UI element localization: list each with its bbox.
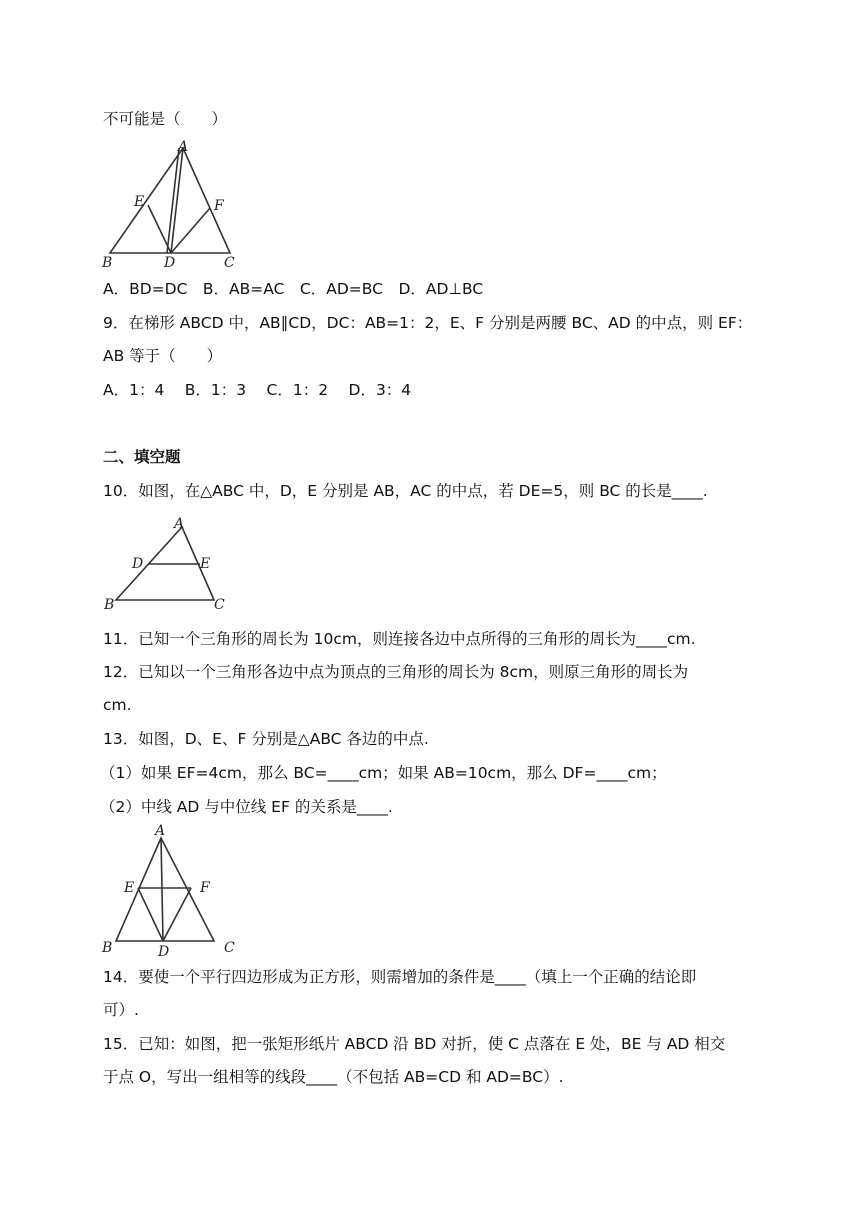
fig3-label-C: C — [224, 940, 235, 956]
q9-options: A．1：4 B．1：3 C．1：2 D．3：4 — [103, 381, 412, 399]
fig2-label-D: D — [132, 556, 144, 572]
q14-stem-line2: 可）. — [103, 1001, 139, 1019]
fig1-label-F: F — [214, 198, 224, 214]
figure-q10-triangle — [100, 514, 240, 614]
q9-stem-line2: AB 等于（ ） — [103, 347, 223, 365]
q13-stem: 13．如图，D、E、F 分别是△ABC 各边的中点. — [103, 730, 429, 748]
fig2-label-E: E — [200, 556, 211, 572]
q10-stem: 10．如图，在△ABC 中，D，E 分别是 AB，AC 的中点，若 DE=5，则 BC 的长是____. — [103, 482, 708, 500]
fig2-label-B: B — [104, 597, 115, 613]
q13-part1: （1）如果 EF=4cm，那么 BC=____cm；如果 AB=10cm，那么 DF=____cm； — [100, 764, 667, 782]
fig1-label-D: D — [164, 255, 176, 270]
fig1-label-A: A — [178, 140, 189, 155]
section-heading-fill-in: 二、填空题 — [103, 448, 181, 466]
q8-options: A．BD=DC B．AB=AC C．AD=BC D．AD⊥BC — [103, 280, 484, 298]
fig1-label-E: E — [134, 194, 145, 210]
fig2-label-A: A — [174, 516, 185, 532]
fig3-label-B: B — [102, 940, 113, 956]
fig2-label-C: C — [214, 597, 225, 613]
q14-stem-line1: 14．要使一个平行四边形成为正方形，则需增加的条件是____（填上一个正确的结论即 — [103, 968, 697, 986]
fig3-label-A: A — [155, 823, 166, 839]
figure-q8-triangle — [100, 140, 240, 270]
figure-q13-triangle — [100, 822, 240, 960]
q15-stem-line1: 15．已知：如图，把一张矩形纸片 ABCD 沿 BD 对折，使 C 点落在 E 处，BE 与 AD 相交 — [103, 1035, 726, 1053]
fig3-label-E: E — [124, 880, 135, 896]
q11-stem: 11．已知一个三角形的周长为 10cm，则连接各边中点所得的三角形的周长为____cm. — [103, 630, 696, 648]
q15-stem-line2: 于点 O，写出一组相等的线段____（不包括 AB=CD 和 AD=BC）. — [103, 1068, 564, 1086]
fig3-label-D: D — [158, 944, 170, 960]
fig3-label-F: F — [200, 880, 210, 896]
fig1-label-B: B — [102, 255, 113, 270]
q12-stem-line1: 12．已知以一个三角形各边中点为顶点的三角形的周长为 8cm，则原三角形的周长为 — [103, 663, 689, 681]
q13-part2: （2）中线 AD 与中位线 EF 的关系是____. — [100, 798, 393, 816]
fig1-label-C: C — [224, 255, 235, 270]
q9-stem-line1: 9．在梯形 ABCD 中，AB∥CD，DC：AB=1：2，E、F 分别是两腰 BC、AD 的中点，则 EF： — [103, 314, 753, 332]
q12-stem-line2: cm. — [103, 696, 132, 714]
q8-stem-tail: 不可能是（ ） — [103, 110, 228, 128]
